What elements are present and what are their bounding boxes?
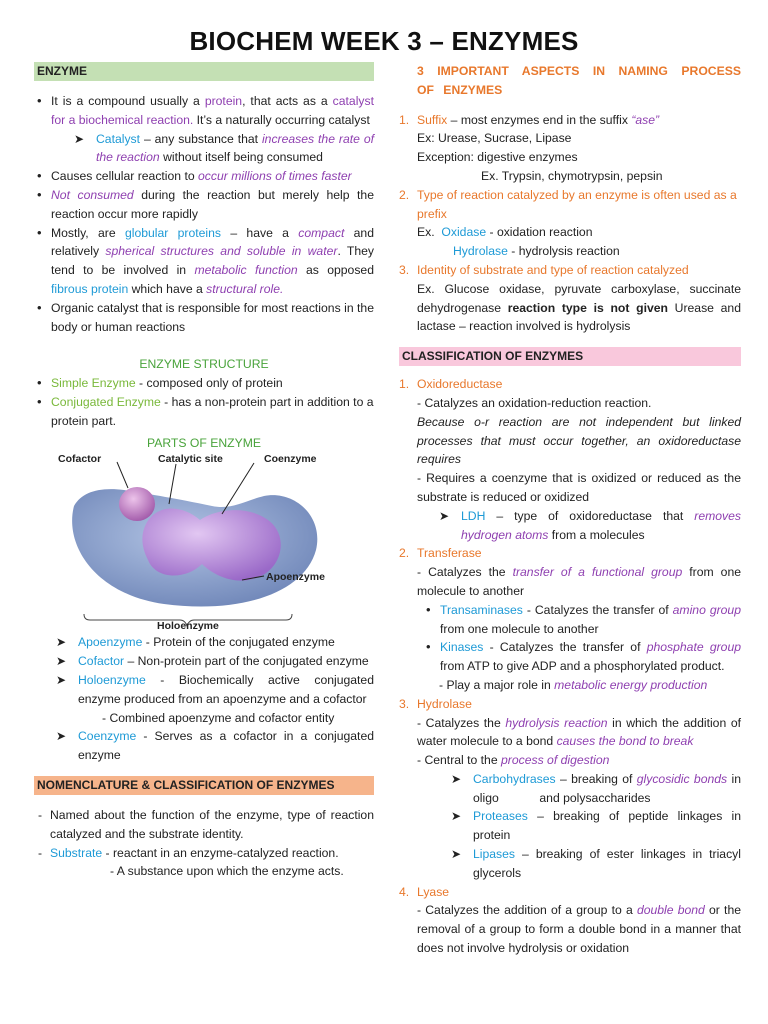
hydrolase-line: - Catalyzes the hydrolysis reaction in which the addition of water molecule to a bond causes the bond to break	[417, 715, 741, 749]
cofactor-shape	[119, 487, 155, 521]
aspect-suffix-example-2: Ex. Trypsin, chymotrypsin, pepsin	[481, 168, 663, 183]
list-item: ➤ Holoenzyme - Biochemically active conjugated enzyme produced from an apoenzyme and a cofactor	[56, 672, 374, 706]
class-hydrolase: 3. Hydrolase	[399, 696, 472, 711]
parts-definition-list	[34, 633, 374, 765]
arrow-right-icon: ➤	[451, 847, 462, 862]
arrow-right-icon: ➤	[56, 635, 67, 650]
arrow-right-icon: ➤	[56, 672, 67, 687]
list-item: ➤ Apoenzyme - Protein of the conjugated enzyme	[34, 633, 374, 652]
class-transferase: 2. Transferase	[399, 546, 482, 561]
section-header-enzyme: ENZYME	[34, 62, 374, 81]
list-item: • Kinases - Catalyzes the transfer of phosphate group from ATP to give ADP and a phosphorylated product.	[423, 638, 741, 676]
arrow-right-icon: ➤	[56, 654, 67, 669]
section-header-nomenclature: NOMENCLATURE & CLASSIFICATION OF ENZYMES	[34, 776, 374, 795]
proteases-item: ➤ Proteases – breaking of peptide linkages in protein	[451, 809, 741, 843]
arrow-right-icon: ➤	[451, 771, 462, 786]
holoenzyme-label: Holoenzyme	[157, 620, 219, 633]
aspect-identity: 3. Identity of substrate and type of reaction catalyzed	[399, 262, 689, 277]
list-item: • Conjugated Enzyme - has a non-protein part in addition to a protein part.	[34, 393, 374, 431]
aspect-prefix: 2. Type of reaction catalyzed by an enzyme is often used as a prefix	[399, 187, 737, 221]
carbohydrases-item: ➤ Carbohydrases – breaking of glycosidic bonds in oligo and polysaccharides	[451, 771, 745, 805]
list-item: • Transaminases - Catalyzes the transfer of amino group from one molecule to another	[423, 601, 741, 639]
parts-of-enzyme-title: PARTS OF ENZYME	[147, 435, 261, 450]
cofactor-label: Cofactor	[58, 454, 102, 466]
apoenzyme-label: Apoenzyme	[266, 571, 325, 584]
enzyme-parts-diagram	[54, 454, 354, 632]
list-item: ➤ Cofactor – Non-protein part of the conjugated enzyme	[34, 652, 374, 671]
nomenclature-text: - Named about the function of the enzyme, type of reaction catalyzed and the substrate identity.	[38, 807, 374, 841]
transferase-line: - Catalyzes the transfer of a functional group from one molecule to another	[417, 565, 742, 598]
list-item: • Simple Enzyme - composed only of protein	[34, 374, 374, 393]
lipases-item: ➤ Lipases – breaking of ester linkages in triacyl glycerols	[451, 847, 741, 880]
class-lyase: 4. Lyase	[399, 884, 450, 899]
left-column	[34, 62, 374, 881]
enzyme-bullet-list-2	[34, 167, 374, 336]
substrate-definition: - Substrate - reactant in an enzyme-catalyzed reaction.	[38, 845, 339, 860]
list-item: • Not consumed during the reaction but merely help the reaction occur more rapidly	[34, 186, 374, 224]
list-item: • It is a compound usually a protein, that acts as a catalyst for a biochemical reaction. It’s a naturally occurring catalyst	[34, 92, 374, 130]
list-item: • Mostly, are globular proteins – have a compact and relatively spherical structures and soluble in water. They tend to be involved in metabolic function as opposed fibrous protein which have a structural role.	[34, 224, 374, 299]
lyase-line: - Catalyzes the addition of a group to a double bond or the removal of a group to form a double bond in a manner that does not involve hydrolysis or oxidation	[417, 903, 741, 956]
right-column	[399, 62, 745, 958]
ldh-item: ➤ LDH – type of oxidoreductase that removes hydrogen atoms from a molecules	[439, 508, 741, 542]
list-item: • Organic catalyst that is responsible for most reactions in the body or human reactions	[34, 299, 374, 337]
arrow-right-icon: ➤	[439, 508, 450, 523]
coenzyme-label: Coenzyme	[264, 454, 317, 466]
oxidoreductase-note: Because o-r reaction are not independent but linked processes that must occur together, an oxidoreductase requires	[417, 414, 741, 467]
hydrolase-line-2: - Central to the process of digestion	[417, 753, 610, 768]
aspect-suffix: 1. Suffix – most enzymes end in the suffix “ase”	[399, 112, 660, 127]
enzyme-structure-list	[34, 374, 374, 430]
arrow-right-icon: ➤	[74, 131, 85, 146]
arrow-right-icon: ➤	[56, 729, 67, 744]
aspect-identity-example: Ex. Glucose oxidase, pyruvate carboxylase, succinate dehydrogenase reaction type is not given Urease and lactase – reaction involved is hydrolysis	[417, 281, 741, 334]
coenzyme-shape	[142, 509, 280, 581]
substrate-subnote: - A substance upon which the enzyme acts.	[110, 864, 344, 879]
oxidoreductase-line: - Catalyzes an oxidation-reduction reaction.	[417, 395, 652, 410]
section-header-classification: CLASSIFICATION OF ENZYMES	[399, 347, 741, 366]
catalyst-definition: ➤ Catalyst – any substance that increases the rate of the reaction without itself being consumed	[74, 131, 374, 165]
aspect-prefix-example: Ex. Oxidase - oxidation reaction	[417, 225, 593, 240]
aspect-suffix-example: Ex: Urease, Sucrase, Lipase	[417, 131, 572, 146]
transferase-sublist	[399, 601, 741, 676]
class-oxidoreductase: 1. Oxidoreductase	[399, 377, 503, 392]
naming-aspects-title: 3 IMPORTANT ASPECTS IN NAMING PROCESS OF ENZYMES	[417, 64, 741, 97]
list-item: • Causes cellular reaction to occur millions of times faster	[34, 167, 374, 186]
kinase-subnote: - Play a major role in metabolic energy production	[439, 677, 708, 692]
catalytic-site-label: Catalytic site	[158, 454, 223, 466]
enzyme-diagram-svg	[54, 454, 354, 632]
holoenzyme-subnote: - Combined apoenzyme and cofactor entity	[102, 710, 335, 725]
aspect-prefix-example-2: Hydrolase - hydrolysis reaction	[453, 244, 620, 259]
enzyme-structure-title: ENZYME STRUCTURE	[139, 357, 269, 372]
arrow-right-icon: ➤	[451, 809, 462, 824]
page-title: BIOCHEM WEEK 3 – ENZYMES	[189, 26, 579, 56]
enzyme-bullet-list	[34, 92, 374, 130]
list-item: ➤ Coenzyme - Serves as a cofactor in a conjugated enzyme	[56, 729, 374, 763]
aspect-suffix-exception: Exception: digestive enzymes	[417, 150, 578, 165]
oxidoreductase-line-2: - Requires a coenzyme that is oxidized or reduced as the substrate is reduced or oxidized	[417, 471, 741, 504]
